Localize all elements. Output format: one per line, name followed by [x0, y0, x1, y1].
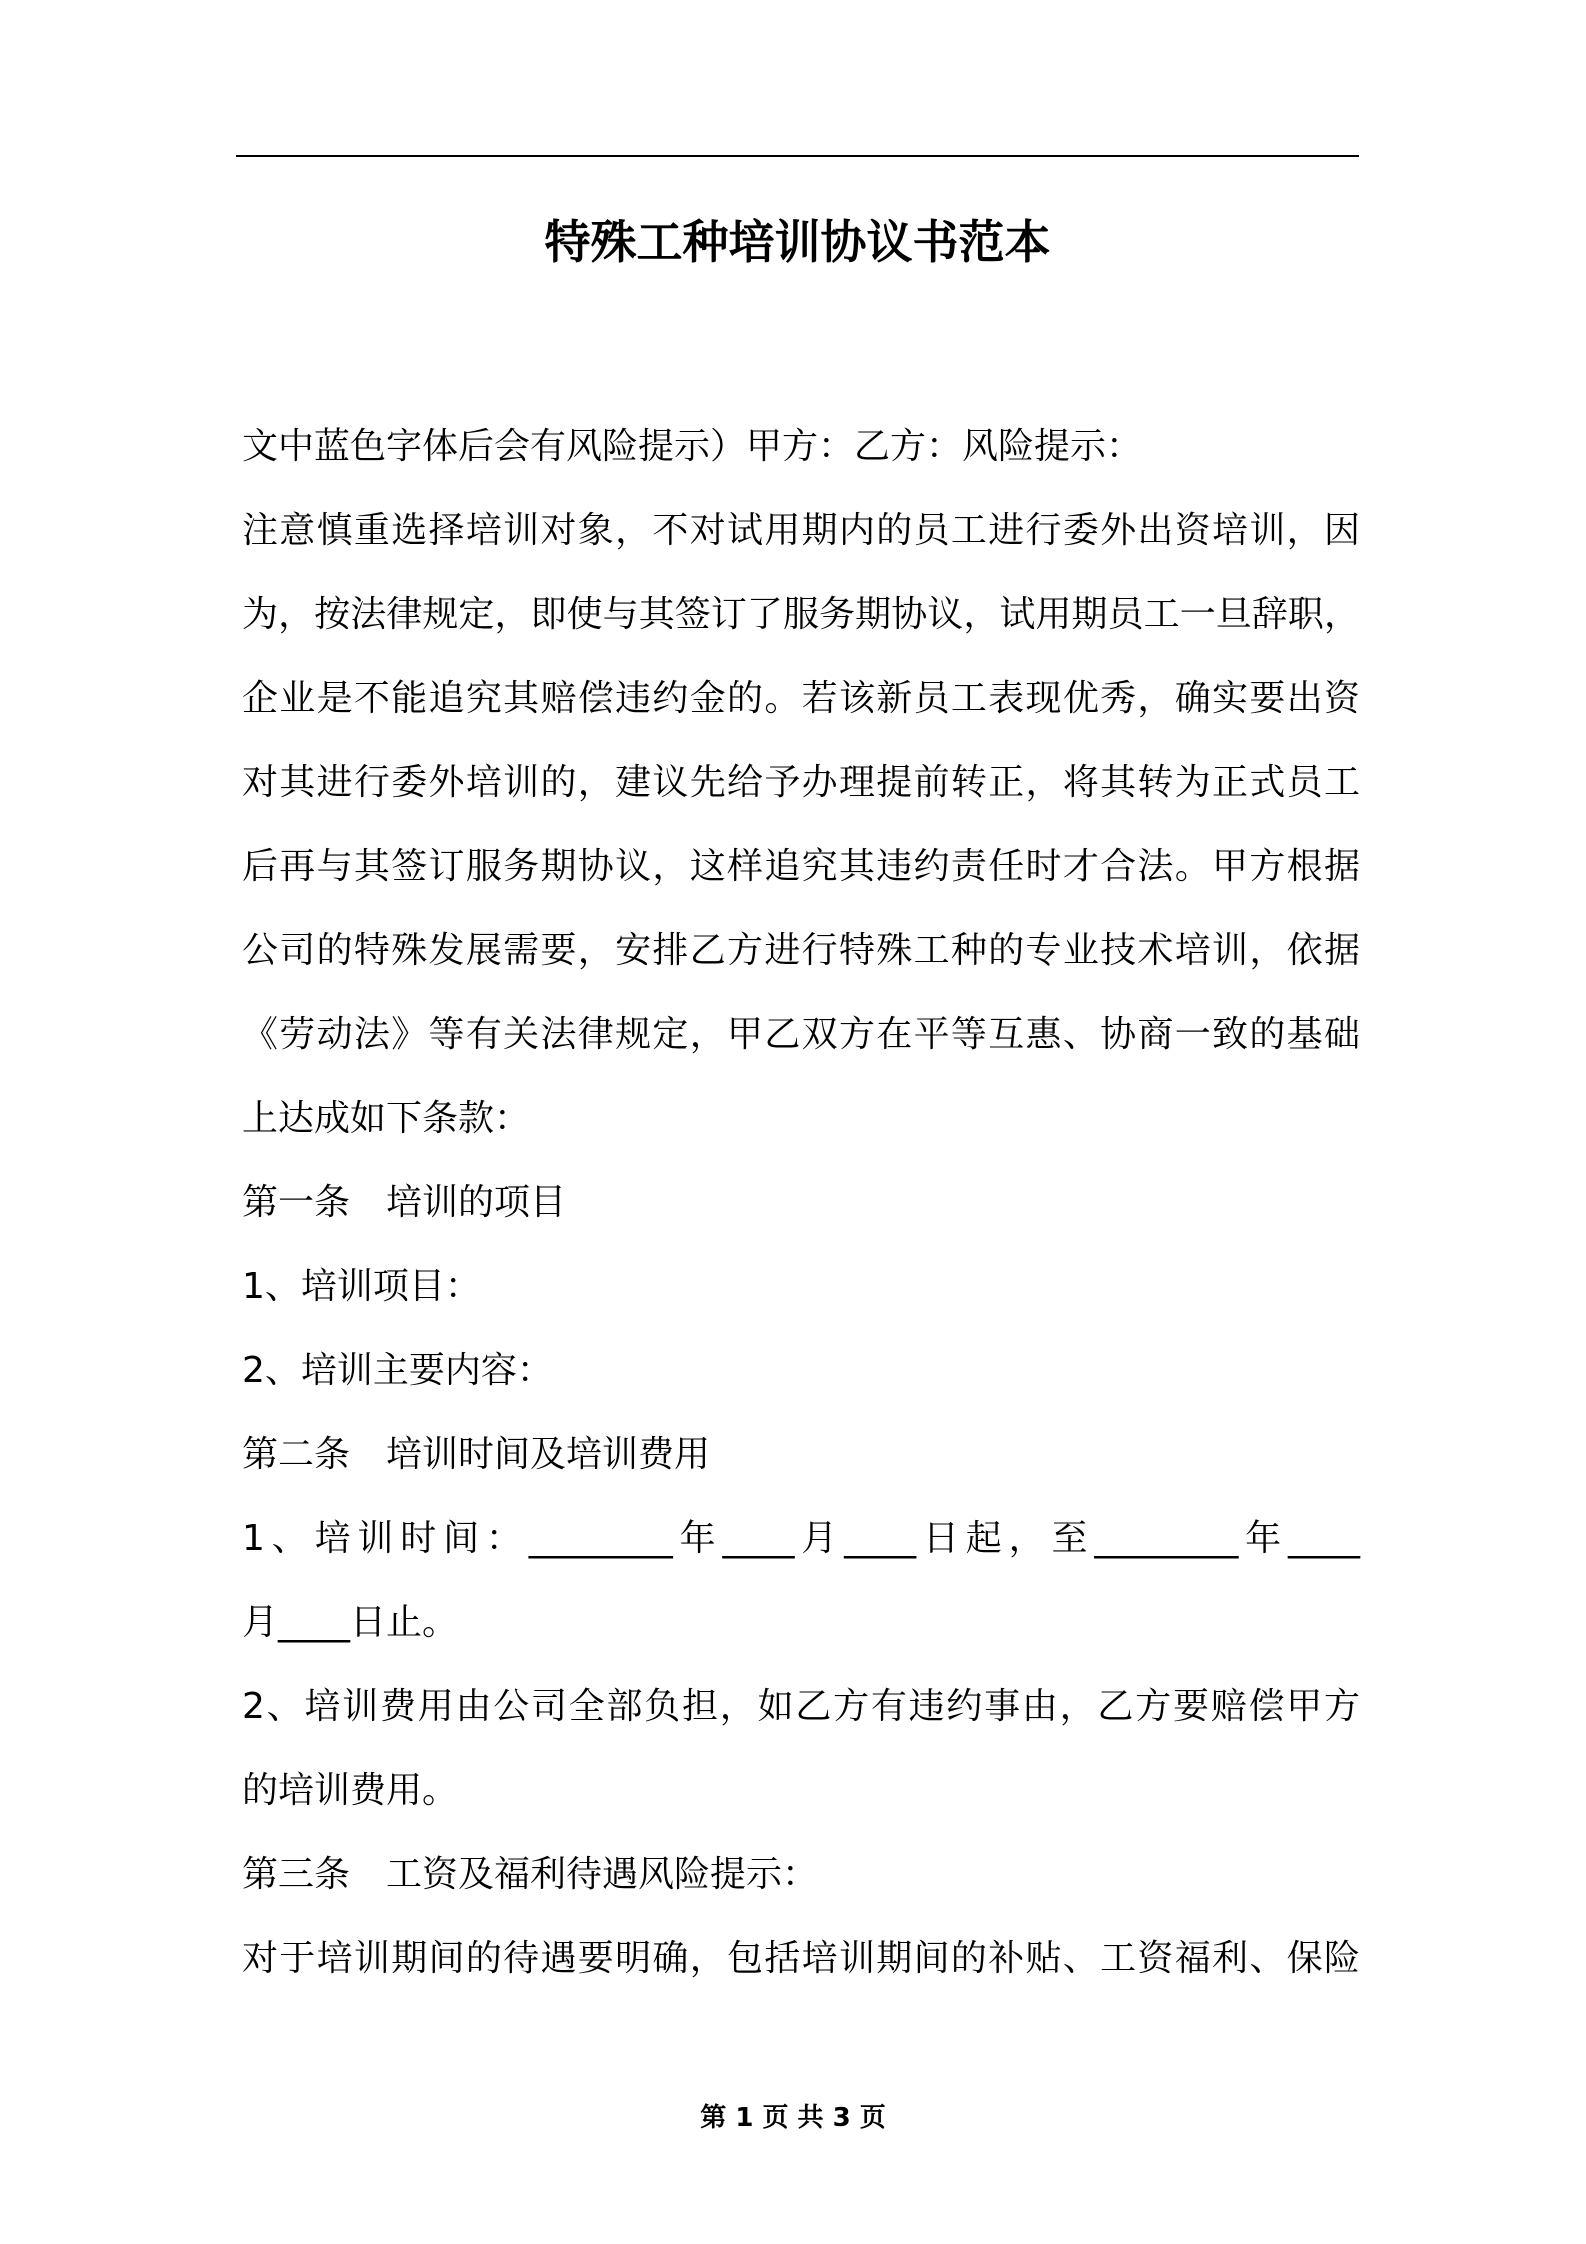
body-line: 1、培训时间：________年____月____日起，至________年____	[242, 1518, 1360, 1559]
article-heading: 第一条 培训的项目	[242, 1182, 567, 1223]
body-line: 上达成如下条款：	[242, 1098, 531, 1139]
body-line: 对其进行委外培训的，建议先给予办理提前转正，将其转为正式员工	[242, 762, 1360, 803]
body-line: 注意慎重选择培训对象，不对试用期内的员工进行委外出资培训，因	[242, 510, 1360, 551]
document-title: 特殊工种培训协议书范本	[544, 215, 1051, 269]
page-number: 第 1 页 共 3 页	[700, 2103, 886, 2133]
body-line: 为，按法律规定，即使与其签订了服务期协议，试用期员工一旦辞职，	[242, 594, 1360, 635]
body-line: 文中蓝色字体后会有风险提示）甲方：乙方：风险提示：	[242, 426, 1143, 467]
body-line: 2、培训主要内容：	[242, 1350, 553, 1391]
body-line: 1、培训项目：	[242, 1266, 481, 1307]
document-body	[242, 405, 1360, 2001]
header-rule	[236, 155, 1359, 157]
body-line: 企业是不能追究其赔偿违约金的。若该新员工表现优秀，确实要出资	[242, 678, 1360, 719]
body-line: 《劳动法》等有关法律规定，甲乙双方在平等互惠、协商一致的基础	[242, 1014, 1360, 1055]
body-line: 对于培训期间的待遇要明确，包括培训期间的补贴、工资福利、保险	[242, 1938, 1360, 1979]
body-line: 公司的特殊发展需要，安排乙方进行特殊工种的专业技术培训，依据	[242, 930, 1360, 971]
body-line: 月____日止。	[242, 1602, 459, 1643]
body-line: 2、培训费用由公司全部负担，如乙方有违约事由，乙方要赔偿甲方	[242, 1686, 1360, 1727]
body-line: 的培训费用。	[242, 1770, 459, 1811]
article-heading: 第二条 培训时间及培训费用	[242, 1434, 711, 1475]
body-line: 后再与其签订服务期协议，这样追究其违约责任时才合法。甲方根据	[242, 846, 1360, 887]
article-heading: 第三条 工资及福利待遇风险提示：	[242, 1854, 819, 1895]
